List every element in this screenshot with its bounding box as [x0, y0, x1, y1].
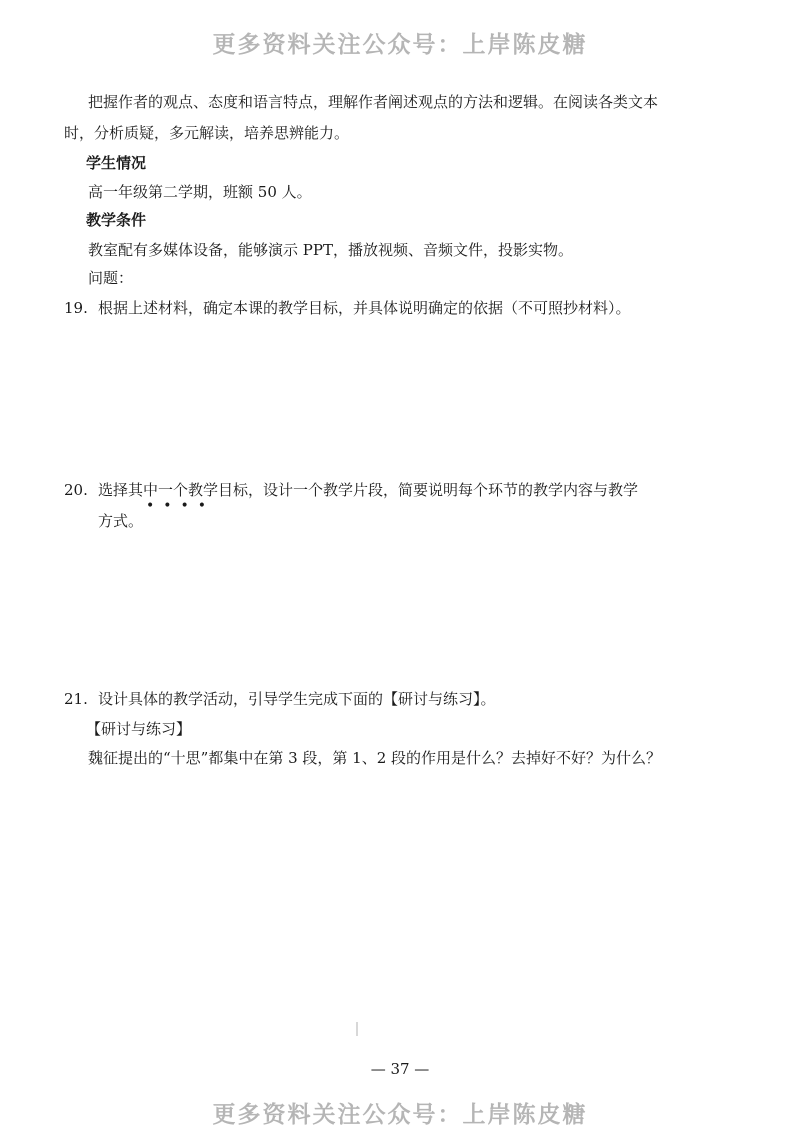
question-21-text: 设计具体的教学活动，引导学生完成下面的【研讨与练习】。	[98, 690, 496, 708]
student-info-heading: 学生情况	[86, 154, 147, 172]
question-21	[64, 689, 496, 709]
watermark-bottom: 更多资料关注公众号：上岸陈皮糖	[212, 1102, 588, 1128]
question-21-sub-text: 魏征提出的“十思”都集中在第 3 段，第 1、2 段的作用是什么？去掉好不好？为什么？	[88, 749, 662, 767]
question-19-text: 根据上述材料，确定本课的教学目标，并具体说明确定的依据（不可照抄材料）。	[98, 299, 631, 317]
question-20	[64, 480, 638, 500]
questions-label: 问题：	[88, 269, 134, 287]
intro-line-1: 把握作者的观点、态度和语言特点，理解作者阐述观点的方法和逻辑。在阅读各类文本	[88, 93, 659, 111]
question-20-number: 20.	[64, 481, 88, 499]
watermark-top: 更多资料关注公众号：上岸陈皮糖	[212, 32, 588, 58]
teaching-conditions-text: 教室配有多媒体设备，能够演示 PPT，播放视频、音频文件，投影实物。	[88, 241, 573, 259]
page-number: — 37 —	[370, 1060, 430, 1078]
question-20-text-line-1: 选择其中一个教学目标，设计一个教学片段，简要说明每个环节的教学内容与教学	[98, 481, 639, 499]
question-19-number: 19.	[64, 299, 88, 317]
question-21-sub-heading: 【研讨与练习】	[86, 720, 192, 738]
scan-mark	[356, 1022, 358, 1036]
student-info-text: 高一年级第二学期，班额 50 人。	[88, 183, 312, 201]
question-19	[64, 298, 631, 318]
question-20-text-line-2: 方式。	[98, 512, 144, 530]
question-21-number: 21.	[64, 690, 88, 708]
emphasis-dots: ••••	[146, 498, 216, 514]
intro-line-2: 时，分析质疑，多元解读，培养思辨能力。	[64, 124, 350, 142]
teaching-conditions-heading: 教学条件	[86, 211, 147, 229]
